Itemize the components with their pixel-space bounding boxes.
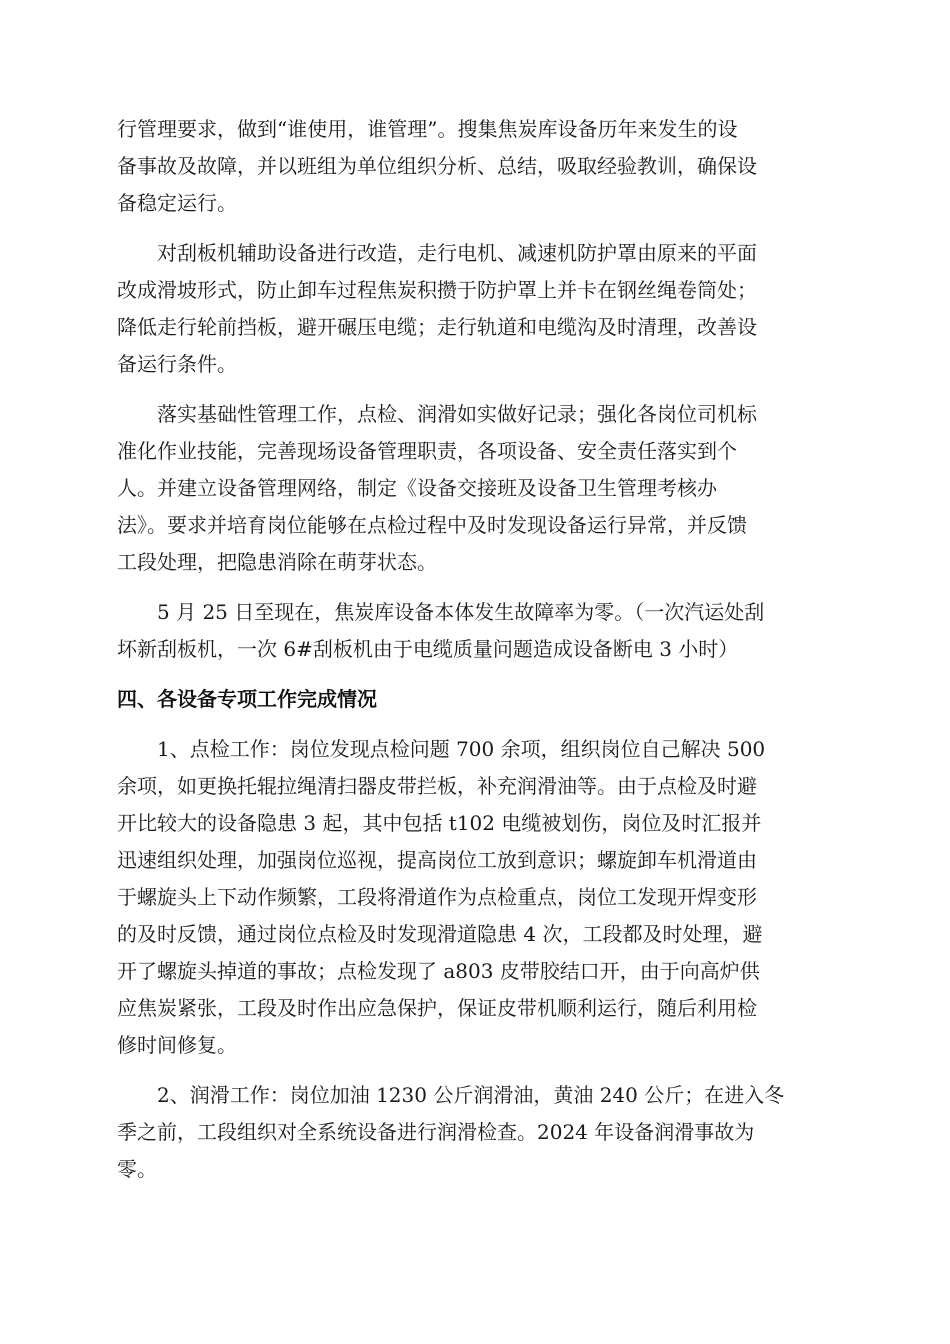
paragraph-scraper-modification	[117, 235, 837, 383]
text-line: 落实基础性管理工作，点检、润滑如实做好记录；强化各岗位司机标	[117, 402, 757, 426]
text-line: 1、点检工作：岗位发现点检问题 700 余项，组织岗位自己解决 500	[117, 737, 766, 761]
text-line: 降低走行轮前挡板，避开碾压电缆；走行轨道和电缆沟及时清理，改善设	[117, 315, 757, 339]
text-line: 改成滑坡形式，防止卸车过程焦炭积攒于防护罩上并卡在钢丝绳卷筒处；	[117, 278, 757, 302]
text-line: 行管理要求，做到“谁使用，谁管理”。搜集焦炭库设备历年来发生的设	[117, 117, 738, 141]
paragraph-basic-management	[117, 396, 837, 581]
document-body	[117, 111, 837, 1201]
paragraph-management-requirements	[117, 111, 837, 222]
item-inspection-work	[117, 731, 837, 1064]
text-line: 5 月 25 日至现在，焦炭库设备本体发生故障率为零。（一次汽运处刮	[117, 600, 765, 624]
text-line: 应焦炭紧张，工段及时作出应急保护，保证皮带机顺利运行，随后利用检	[117, 996, 757, 1020]
text-line: 修时间修复。	[117, 1033, 237, 1057]
text-line: 工段处理，把隐患消除在萌芽状态。	[117, 550, 437, 574]
text-line: 开了螺旋头掉道的事故；点检发现了 a803 皮带胶结口开，由于向高炉供	[117, 959, 760, 983]
text-line: 人。并建立设备管理网络，制定《设备交接班及设备卫生管理考核办	[117, 476, 717, 500]
text-line: 于螺旋头上下动作频繁，工段将滑道作为点检重点，岗位工发现开焊变形	[117, 885, 757, 909]
text-line: 备稳定运行。	[117, 191, 237, 215]
text-line: 的及时反馈，通过岗位点检及时发现滑道隐患 4 次，工段都及时处理，避	[117, 922, 763, 946]
section-heading: 四、各设备专项工作完成情况	[117, 687, 377, 711]
text-line: 对刮板机辅助设备进行改造，走行电机、减速机防护罩由原来的平面	[117, 241, 757, 265]
paragraph-failure-rate	[117, 594, 837, 668]
text-line: 余项，如更换托辊拉绳清扫器皮带拦板，补充润滑油等。由于点检及时避	[117, 774, 757, 798]
text-line: 开比较大的设备隐患 3 起，其中包括 t102 电缆被划伤，岗位及时汇报并	[117, 811, 762, 835]
text-line: 准化作业技能，完善现场设备管理职责，各项设备、安全责任落实到个	[117, 439, 737, 463]
text-line: 备运行条件。	[117, 352, 237, 376]
text-line: 2、润滑工作：岗位加油 1230 公斤润滑油，黄油 240 公斤；在进入冬	[117, 1083, 785, 1107]
text-line: 坏新刮板机，一次 6#刮板机由于电缆质量问题造成设备断电 3 小时）	[117, 637, 739, 661]
text-line: 迅速组织处理，加强岗位巡视，提高岗位工放到意识；螺旋卸车机滑道由	[117, 848, 757, 872]
item-lubrication-work	[117, 1077, 837, 1188]
text-line: 备事故及故障，并以班组为单位组织分析、总结，吸取经验教训，确保设	[117, 154, 757, 178]
text-line: 零。	[117, 1157, 157, 1181]
text-line: 季之前，工段组织对全系统设备进行润滑检查。2024 年设备润滑事故为	[117, 1120, 755, 1144]
text-line: 法》。要求并培育岗位能够在点检过程中及时发现设备运行异常，并反馈	[117, 513, 747, 537]
